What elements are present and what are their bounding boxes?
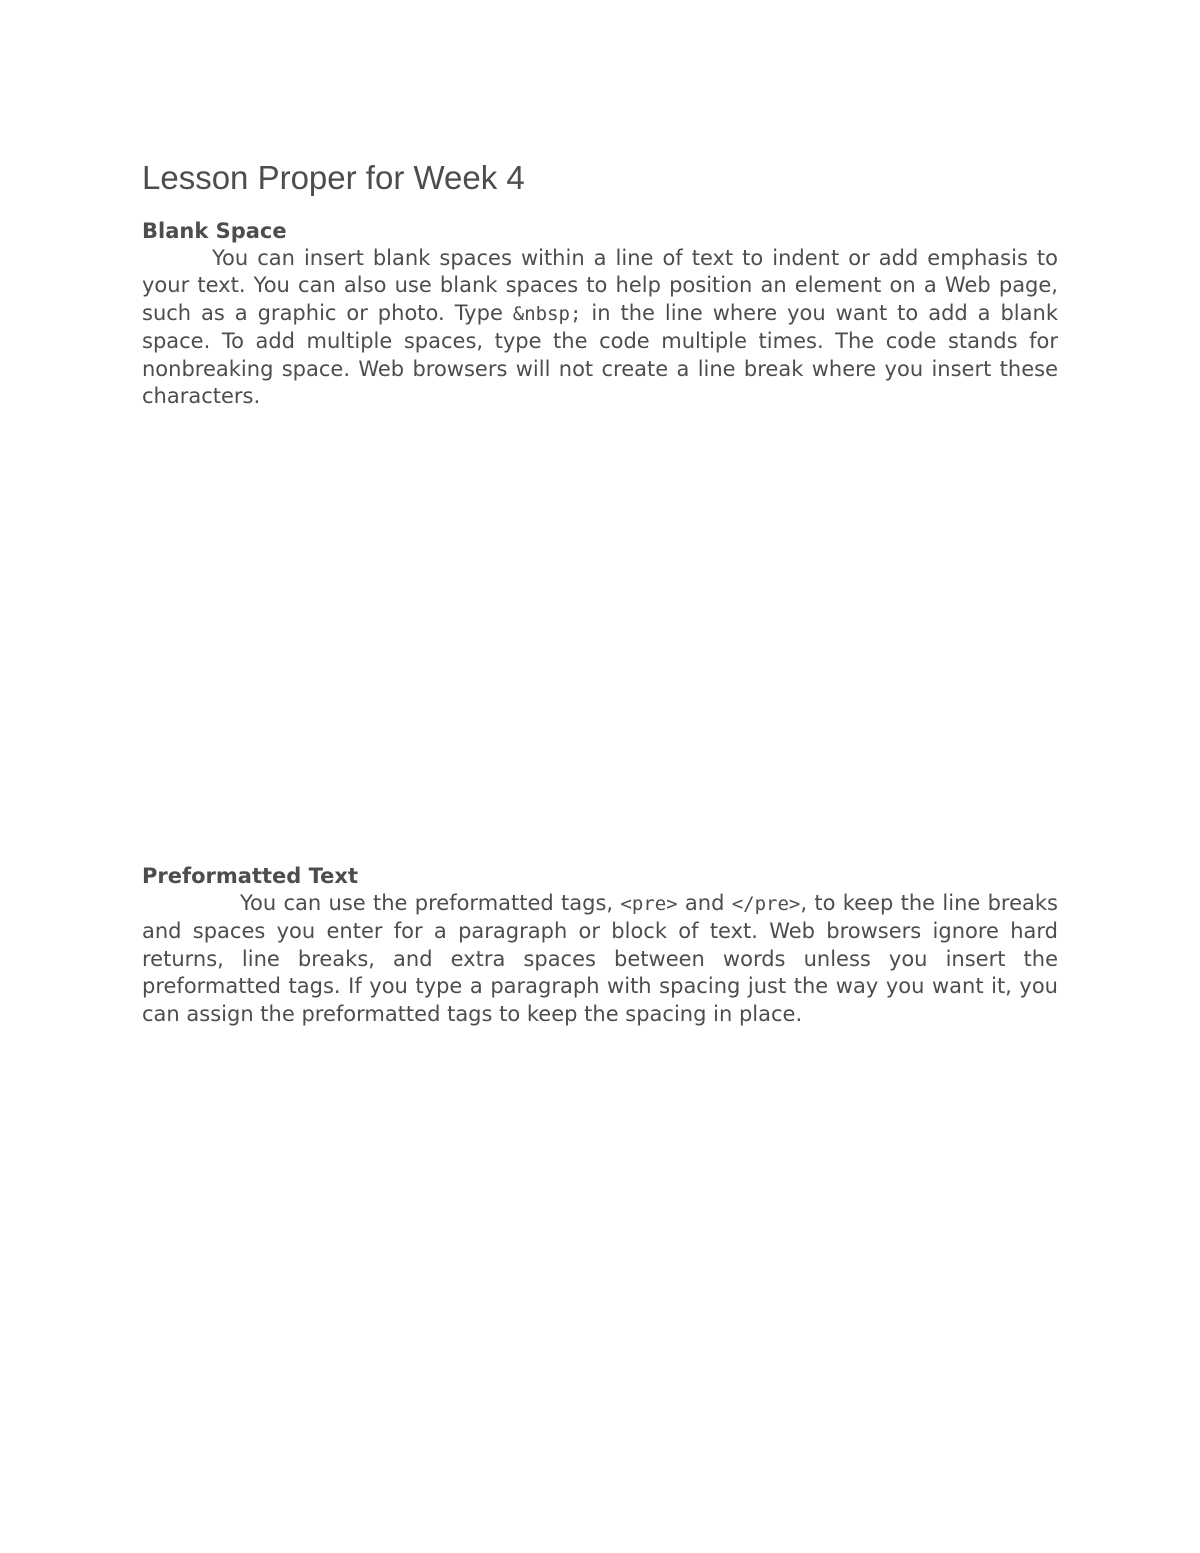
paragraph-text: You can insert blank spaces within a line of text to indent or add emphasis to your text. You can also use blank spaces to help position an element on a Web page, such as a graphic or photo. Type — [142, 246, 1058, 325]
inline-code: </pre> — [731, 893, 801, 915]
section-blank-space — [142, 218, 1058, 410]
inline-code: &nbsp; — [512, 302, 582, 325]
paragraph-text: and — [677, 891, 732, 915]
paragraph-text: in the line where you want to add a blank space. To add multiple spaces, type the code multiple times. The code stands for nonbreaking space. Web browsers will not create a line break where you insert these characters. — [142, 300, 1058, 409]
section-heading: Blank Space — [142, 219, 287, 243]
paragraph-text: , to keep the line breaks and spaces you enter for a paragraph or block of text. Web browsers ignore hard returns, line breaks, and extra spaces between words unless you insert the preformatted tags. If you type a paragraph with spacing just the way you want it, you can assign the preformatted tags to keep the spacing in place. — [142, 891, 1058, 1026]
section-heading: Preformatted Text — [142, 864, 358, 888]
inline-code: <pre> — [620, 893, 678, 915]
section-preformatted-text — [142, 863, 1058, 1028]
section-paragraph — [142, 245, 1058, 410]
page-title: Lesson Proper for Week 4 — [142, 159, 525, 196]
paragraph-text: You can use the preformatted tags, — [240, 891, 621, 915]
section-paragraph — [142, 890, 1058, 1028]
